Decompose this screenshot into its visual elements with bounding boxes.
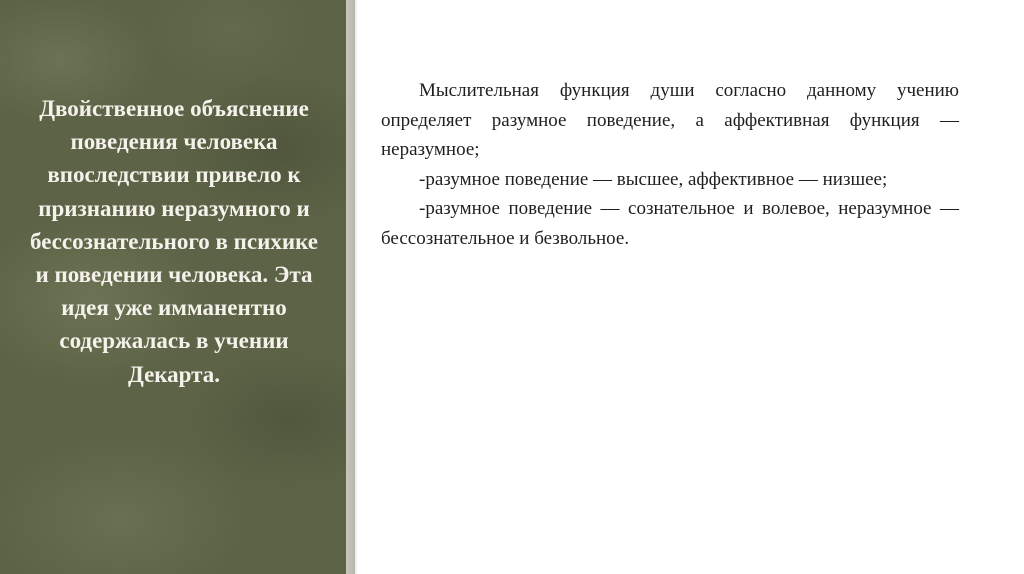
side-panel-title: Двойственное объяснение поведения человека впоследствии привело к признанию неразумного и бессознательного в психике и поведении человека. Эта идея уже имманентно содержалась в учении Декарта.	[30, 96, 318, 387]
panel-divider-shadow	[355, 0, 358, 574]
paragraph-conscious-unconscious: -разумное поведение — сознательное и волевое, неразумное — бессознательное и безвольное.	[381, 198, 959, 249]
panel-divider	[346, 0, 355, 574]
camouflage-side-panel	[0, 0, 346, 574]
main-text-block	[381, 76, 959, 253]
paragraph-higher-lower: -разумное поведение — высшее, аффективное — низшее;	[419, 168, 888, 190]
paragraph-thinking-function: Мыслительная функция души согласно данному учению определяет разумное поведение, а аффективная функция — неразумное;	[381, 80, 959, 160]
